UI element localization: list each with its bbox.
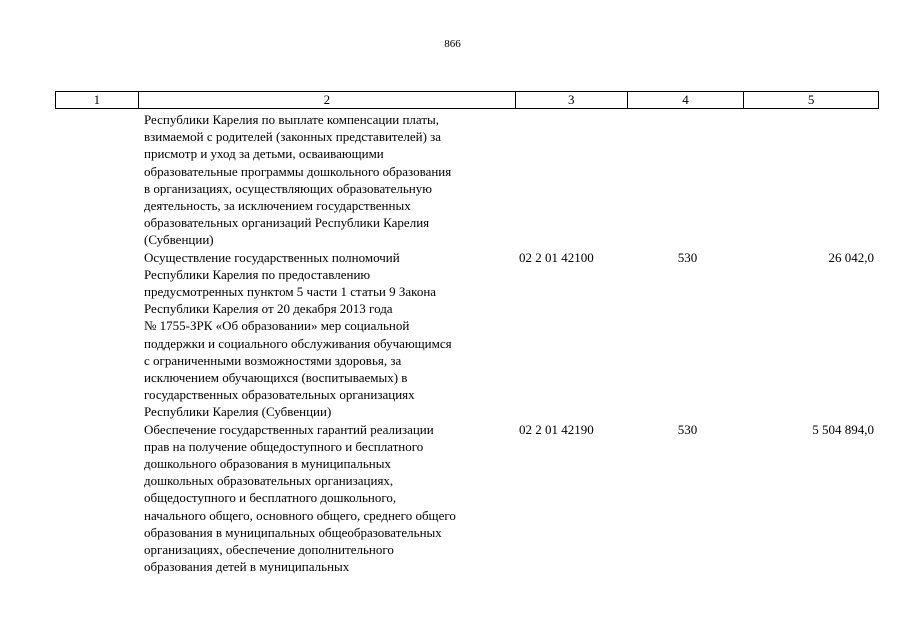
description-line: присмотр и уход за детьми, осваивающими	[144, 146, 384, 162]
description-line: в организациях, осуществляющих образовательную	[144, 180, 432, 196]
column-header-3: 3	[516, 92, 628, 108]
description-line: образования в муниципальных общеобразовательных	[144, 524, 442, 540]
description-line: № 1755-ЗРК «Об образовании» мер социальной	[144, 318, 410, 334]
description-line: дошкольных образовательных организациях,	[144, 473, 394, 489]
description-line: взимаемой с родителей (законных представителей) за	[144, 129, 442, 145]
row-amount: 26 042,0	[828, 249, 874, 265]
description-line: Обеспечение государственных гарантий реализации	[144, 421, 434, 437]
description-line: деятельность, за исключением государственных	[144, 198, 411, 214]
column-header-2: 2	[139, 92, 516, 108]
description-line: с ограниченными возможностями здоровья, за	[144, 352, 402, 368]
description-line: общедоступного и бесплатного дошкольного,	[144, 490, 397, 506]
row-amount: 5 504 894,0	[812, 421, 874, 437]
description-line: предусмотренных пунктом 5 части 1 статьи 9 Закона	[144, 284, 437, 300]
row-code: 02 2 01 42190	[519, 421, 594, 437]
description-line: образовательных организаций Республики Карелия	[144, 215, 430, 231]
table-row	[0, 249, 905, 421]
description-line: (Субвенции)	[144, 232, 214, 248]
description-line: прав на получение общедоступного и бесплатного	[144, 438, 424, 454]
description-line: поддержки и социального обслуживания обучающимся	[144, 335, 452, 351]
description-line: исключением обучающихся (воспитываемых) в	[144, 370, 408, 386]
column-header-1: 1	[56, 92, 139, 108]
description-line: Республики Карелия (Субвенции)	[144, 404, 332, 420]
page-number: 866	[444, 38, 461, 50]
description-line: Осуществление государственных полномочий	[144, 249, 400, 265]
description-line: образования детей в муниципальных	[144, 559, 350, 575]
table-header-row	[55, 91, 879, 109]
table-row	[0, 421, 905, 576]
table-body	[0, 111, 905, 575]
row-description	[144, 421, 514, 576]
description-line: Республики Карелия по выплате компенсации платы,	[144, 112, 440, 127]
row-type: 530	[677, 249, 698, 265]
column-header-5: 5	[807, 92, 815, 107]
row-type: 530	[677, 421, 698, 437]
description-line: Республики Карелия по предоставлению	[144, 266, 371, 282]
description-line: образовательные программы дошкольного образования	[144, 163, 452, 179]
row-description	[144, 249, 514, 421]
description-line: дошкольного образования в муниципальных	[144, 456, 391, 472]
row-description	[144, 111, 514, 249]
description-line: организациях, обеспечение дополнительного	[144, 542, 394, 558]
description-line: государственных образовательных организациях	[144, 387, 415, 403]
description-line: Республики Карелия от 20 декабря 2013 года	[144, 301, 393, 317]
column-header-4: 4	[628, 92, 745, 108]
table-row	[0, 111, 905, 249]
description-line: начального общего, основного общего, среднего общего	[144, 507, 456, 523]
row-code: 02 2 01 42100	[519, 249, 594, 265]
